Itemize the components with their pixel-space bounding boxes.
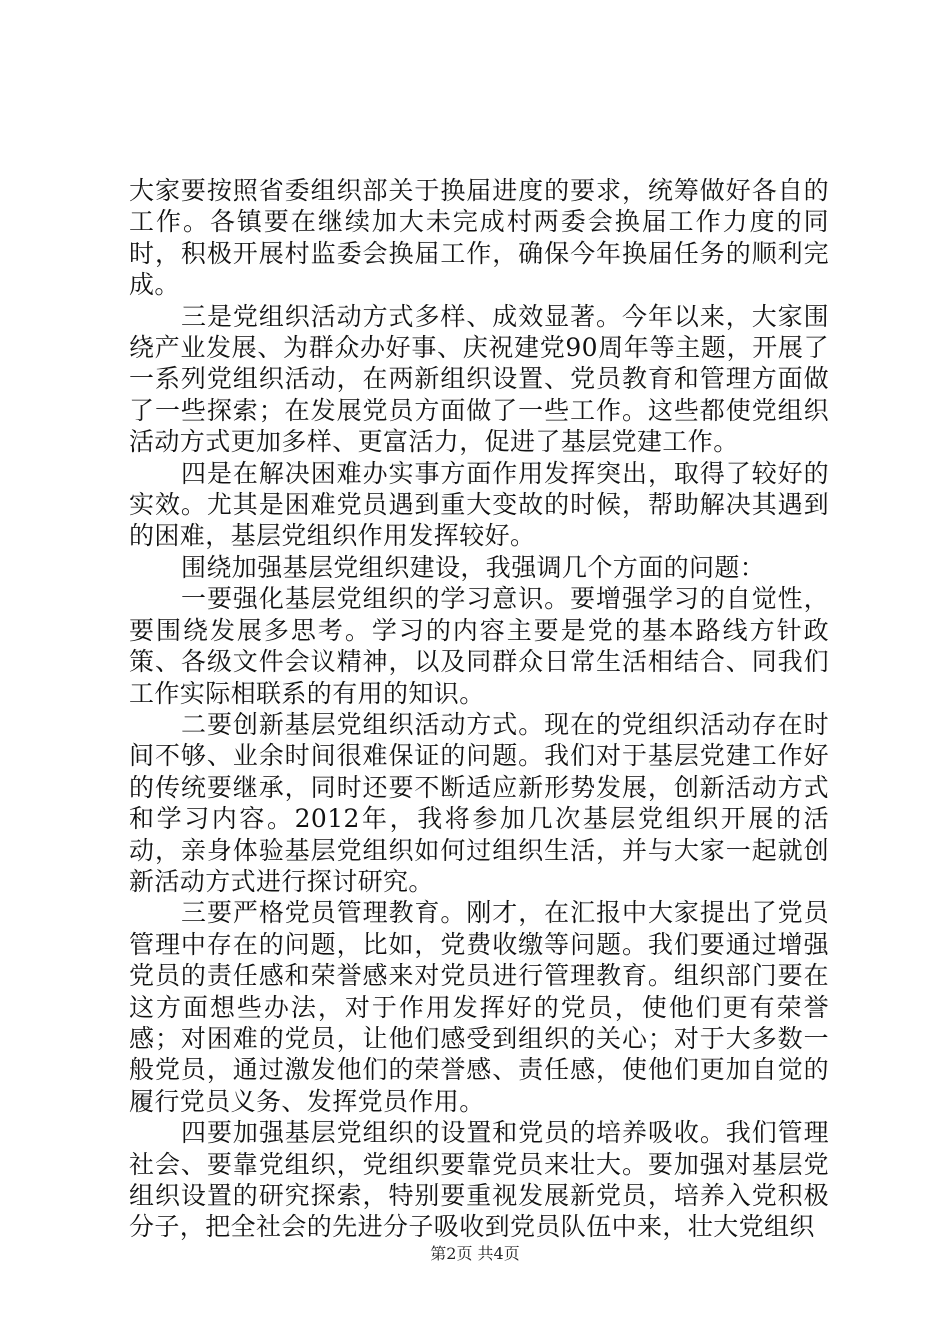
paragraph-point-four: 四是在解决困难办实事方面作用发挥突出，取得了较好的实效。尤其是困难党员遇到重大变故的时候，帮助解决其遇到的困难，基层党组织作用发挥较好。 — [129, 458, 829, 551]
paragraph-continuation: 大家要按照省委组织部关于换届进度的要求，统筹做好各自的工作。各镇要在继续加大未完成村两委会换届工作力度的同时，积极开展村监委会换届工作，确保今年换届任务的顺利完成。 — [129, 176, 829, 300]
page-footer: 第2页 共4页 — [430, 1244, 520, 1263]
paragraph-intro-issues: 围绕加强基层党组织建设，我强调几个方面的问题： — [181, 552, 766, 582]
paragraph-issue-two: 二要创新基层党组织活动方式。现在的党组织活动存在时间不够、业余时间很难保证的问题。我们对于基层党建工作好的传统要继承，同时还要不断适应新形势发展，创新活动方式和学习内容。2012年，我将参加几次基层党组织开展的活动，亲身体验基层党组织如何过组织生活，并与大家一起就创新活动方式进行探讨研究。 — [129, 709, 829, 896]
paragraph-point-three: 三是党组织活动方式多样、成效显著。今年以来，大家围绕产业发展、为群众办好事、庆祝建党90周年等主题，开展了一系列党组织活动，在两新组织设置、党员教育和管理方面做了一些探索；在发展党员方面做了一些工作。这些都使党组织活动方式更加多样、更富活力，促进了基层党建工作。 — [129, 301, 829, 457]
paragraph-issue-four: 四要加强基层党组织的设置和党员的培养吸收。我们管理社会、要靠党组织，党组织要靠党员来壮大。要加强对基层党组织设置的研究探索，特别要重视发展新党员，培养入党积极分子，把全社会的先进分子吸收到党员队伍中来，壮大党组织 — [129, 1118, 829, 1242]
paragraph-issue-one: 一要强化基层党组织的学习意识。要增强学习的自觉性，要围绕发展多思考。学习的内容主要是党的基本路线方针政策、各级文件会议精神，以及同群众日常生活相结合、同我们工作实际相联系的有用的知识。 — [129, 584, 829, 708]
paragraph-issue-three: 三要严格党员管理教育。刚才，在汇报中大家提出了党员管理中存在的问题，比如，党费收缴等问题。我们要通过增强党员的责任感和荣誉感来对党员进行管理教育。组织部门要在这方面想些办法，对于作用发挥好的党员，使他们更有荣誉感；对困难的党员，让他们感受到组织的关心；对于大多数一般党员，通过激发他们的荣誉感、责任感，使他们更加自觉的履行党员义务、发挥党员作用。 — [129, 898, 829, 1116]
document-body — [129, 175, 829, 1243]
